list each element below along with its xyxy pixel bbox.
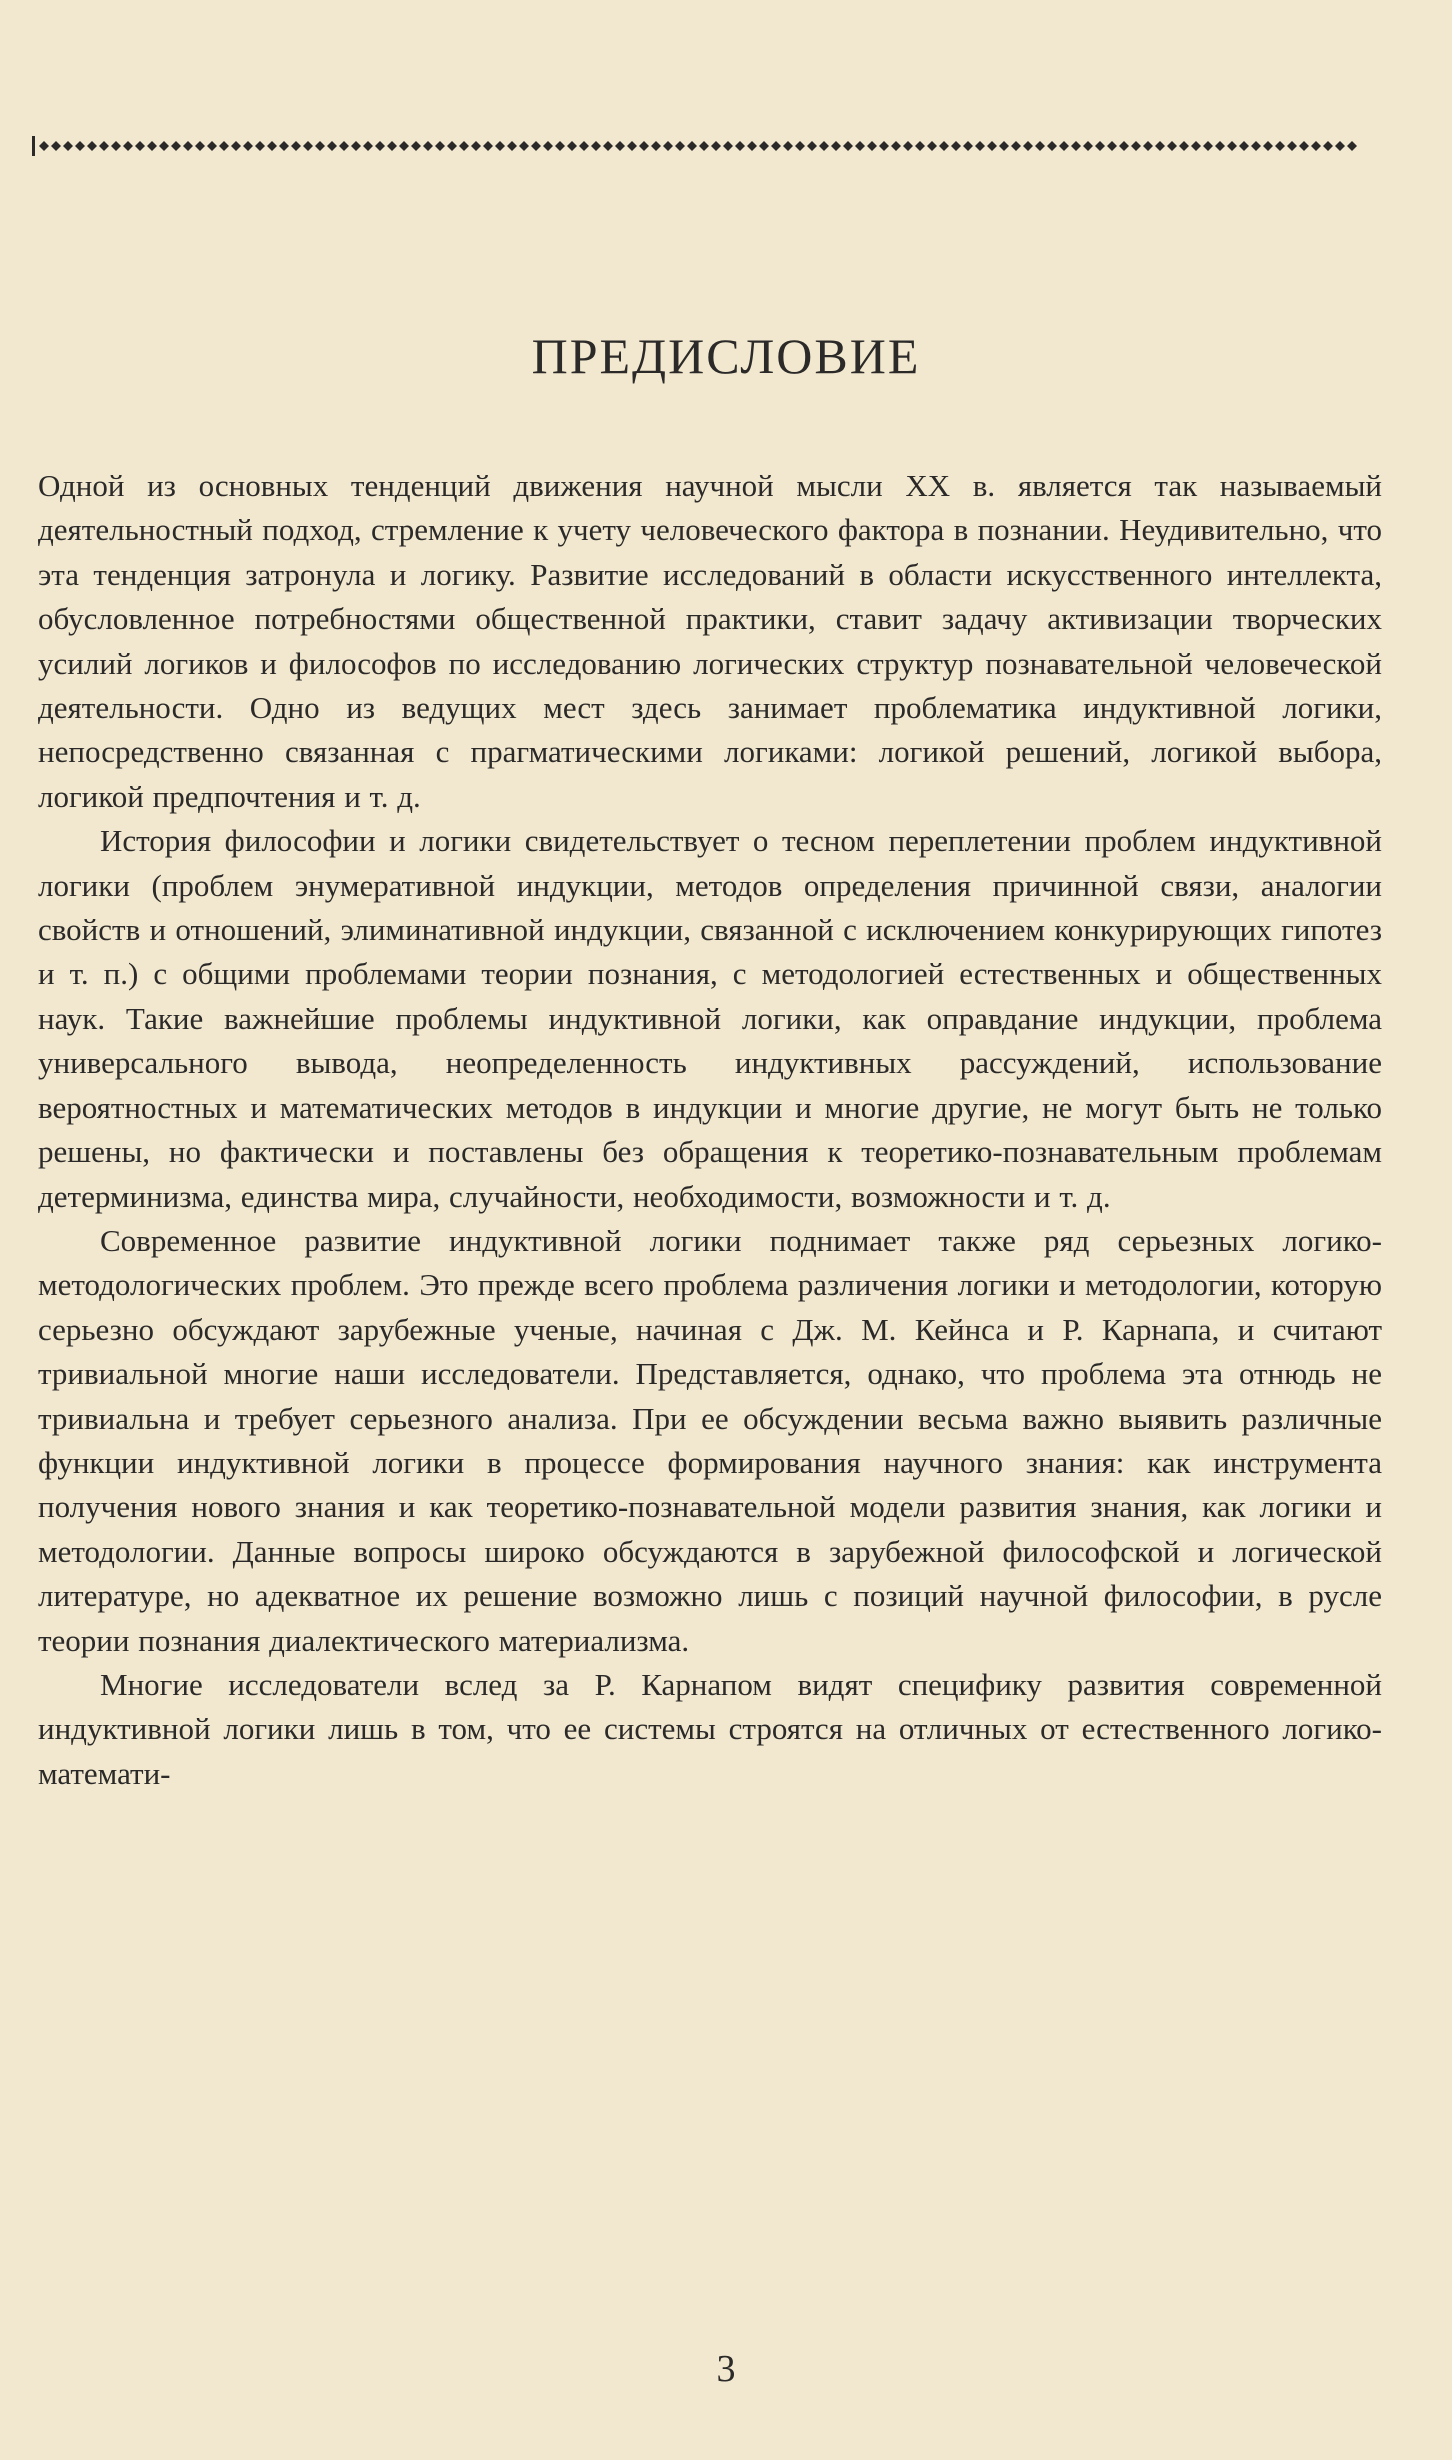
- ornament-diamond: [171, 141, 181, 151]
- ornament-diamond: [255, 141, 265, 151]
- ornament-diamond: [1131, 141, 1141, 151]
- ornament-diamond: [1287, 141, 1297, 151]
- ornament-diamond: [819, 141, 829, 151]
- ornament-diamond: [999, 141, 1009, 151]
- ornament-diamond: [147, 141, 157, 151]
- ornament-diamond: [531, 141, 541, 151]
- ornament-diamond: [579, 141, 589, 151]
- ornament-diamond: [399, 141, 409, 151]
- ornament-diamond: [1323, 141, 1333, 151]
- ornament-diamond: [327, 141, 337, 151]
- ornament-diamond: [711, 141, 721, 151]
- ornament-diamond: [675, 141, 685, 151]
- ornament-diamond: [603, 141, 613, 151]
- ornament-diamond: [1167, 141, 1177, 151]
- ornament-diamond: [843, 141, 853, 151]
- ornament-diamond: [447, 141, 457, 151]
- ornament-dots-icon: [32, 128, 1364, 164]
- ornament-diamond: [375, 141, 385, 151]
- ornament-diamond: [1059, 141, 1069, 151]
- ornament-diamond: [435, 141, 445, 151]
- ornament-diamond: [555, 141, 565, 151]
- ornament-diamond: [1299, 141, 1309, 151]
- ornament-diamond: [1071, 141, 1081, 151]
- ornament-diamond: [363, 141, 373, 151]
- ornament-diamond: [903, 141, 913, 151]
- page-number: 3: [716, 2348, 736, 2390]
- chapter-title: ПРЕДИСЛОВИЕ: [531, 328, 921, 384]
- ornament-diamond: [627, 141, 637, 151]
- ornament-diamond: [687, 141, 697, 151]
- ornament-diamond: [303, 141, 313, 151]
- ornament-diamond: [207, 141, 217, 151]
- paragraph-1: Одной из основных тенденций движения научной мысли XX в. является так называемый деятельностный подход, стремление к учету человеческого фактора в познании. Неудивительно, что эта тенденция затронула и логику. Развитие исследований в области искусственного интеллекта, обусловленное потребностями общественной практики, ставит задачу активизации творческих усилий логиков и философов по исследованию логических структур познавательной человеческой деятельности. Одно из ведущих мест здесь занимает проблематика индуктивной логики, непосредственно связанная с прагматическими логиками: логикой решений, логикой выбора, логикой предпочтения и т. д.: [38, 468, 1382, 814]
- ornament-diamond: [1215, 141, 1225, 151]
- ornament-diamond: [867, 141, 877, 151]
- ornament-diamond: [975, 141, 985, 151]
- ornament-diamond: [1095, 141, 1105, 151]
- ornament-diamond: [1191, 141, 1201, 151]
- ornament-diamond: [1227, 141, 1237, 151]
- ornament-diamond: [507, 141, 517, 151]
- ornament-diamond: [567, 141, 577, 151]
- ornament-diamond: [723, 141, 733, 151]
- ornament-diamond: [519, 141, 529, 151]
- ornament-diamond: [759, 141, 769, 151]
- ornament-diamond: [783, 141, 793, 151]
- ornament-diamond: [807, 141, 817, 151]
- ornament-diamond: [1119, 141, 1129, 151]
- ornament-diamond: [1143, 141, 1153, 151]
- decorative-border-rule: [32, 128, 1364, 164]
- ornament-diamond: [39, 141, 49, 151]
- ornament-diamond: [51, 141, 61, 151]
- ornament-diamond: [231, 141, 241, 151]
- ornament-diamond: [459, 141, 469, 151]
- ornament-diamond: [195, 141, 205, 151]
- ornament-diamond: [771, 141, 781, 151]
- ornament-diamond: [315, 141, 325, 151]
- ornament-diamond: [1155, 141, 1165, 151]
- ornament-diamond: [243, 141, 253, 151]
- ornament-diamond: [1311, 141, 1321, 151]
- paragraph-4: Многие исследователи вслед за Р. Карнапом видят специфику развития современной индуктивной логики лишь в том, что ее системы строятся на отличных от естественного логико-математи-: [38, 1666, 1382, 1791]
- ornament-diamond: [183, 141, 193, 151]
- ornament-diamond: [651, 141, 661, 151]
- ornament-diamond: [1047, 141, 1057, 151]
- paragraph-2: История философии и логики свидетельствует о тесном переплетении проблем индуктивной логики (проблем энумеративной индукции, методов определения причинной связи, аналогии свойств и отношений, элиминативной индукции, связанной с исключением конкурирующих гипотез и т. п.) с общими проблемами теории познания, с методологией естественных и общественных наук. Такие важнейшие проблемы индуктивной логики, как оправдание индукции, проблема универсального вывода, неопределенность индуктивных рассуждений, использование вероятностных и математических методов в индукции и многие другие, не могут быть не только решены, но фактически и поставлены без обращения к теоретико-познавательным проблемам детерминизма, единства мира, случайности, необходимости, возможности и т. д.: [38, 823, 1382, 1214]
- ornament-diamond: [423, 141, 433, 151]
- ornament-diamond: [1239, 141, 1249, 151]
- ornament-diamond: [987, 141, 997, 151]
- ornament-diamond: [1203, 141, 1213, 151]
- ornament-diamond: [411, 141, 421, 151]
- ornament-diamond: [387, 141, 397, 151]
- ornament-diamond: [699, 141, 709, 151]
- ornament-diamond: [891, 141, 901, 151]
- ornament-diamond: [615, 141, 625, 151]
- body-text: [38, 464, 1382, 1796]
- ornament-diamond: [915, 141, 925, 151]
- ornament-diamond: [831, 141, 841, 151]
- ornament-diamond: [267, 141, 277, 151]
- ornament-diamond: [639, 141, 649, 151]
- ornament-diamond: [1011, 141, 1021, 151]
- ornament-diamond: [1251, 141, 1261, 151]
- ornament-diamond: [951, 141, 961, 151]
- ornament-diamond: [123, 141, 133, 151]
- ornament-diamond: [339, 141, 349, 151]
- ornament-diamond: [1347, 141, 1357, 151]
- ornament-diamond: [111, 141, 121, 151]
- ornament-bar: [32, 136, 35, 156]
- ornament-diamond: [879, 141, 889, 151]
- ornament-diamond: [471, 141, 481, 151]
- ornament-diamond: [1083, 141, 1093, 151]
- ornament-diamond: [1023, 141, 1033, 151]
- ornament-diamond: [735, 141, 745, 151]
- ornament-diamond: [939, 141, 949, 151]
- ornament-diamond: [795, 141, 805, 151]
- paragraph-3: Современное развитие индуктивной логики поднимает также ряд серьезных логико-методологических проблем. Это прежде всего проблема различения логики и методологии, которую серьезно обсуждают зарубежные ученые, начиная с Дж. М. Кейнса и Р. Карнапа, и считают тривиальной многие наши исследователи. Представляется, однако, что проблема эта отнюдь не тривиальна и требует серьезного анализа. При ее обсуждении весьма важно выявить различные функции индуктивной логики в процессе формирования научного знания: как инструмента получения нового знания и как теоретико-познавательной модели развития знания, как логики и методологии. Данные вопросы широко обсуждаются в зарубежной философской и логической литературе, но адекватное их решение возможно лишь с позиций научной философии, в русле теории познания диалектического материализма.: [38, 1222, 1382, 1658]
- ornament-diamond: [99, 141, 109, 151]
- ornament-diamond: [1335, 141, 1345, 151]
- ornament-diamond: [963, 141, 973, 151]
- ornament-diamond: [1035, 141, 1045, 151]
- ornament-diamond: [855, 141, 865, 151]
- ornament-diamond: [927, 141, 937, 151]
- ornament-diamond: [87, 141, 97, 151]
- ornament-diamond: [747, 141, 757, 151]
- ornament-diamond: [495, 141, 505, 151]
- ornament-diamond: [279, 141, 289, 151]
- ornament-diamond: [63, 141, 73, 151]
- ornament-diamond: [663, 141, 673, 151]
- ornament-diamond: [351, 141, 361, 151]
- ornament-diamond: [1275, 141, 1285, 151]
- ornament-diamond: [159, 141, 169, 151]
- ornament-diamond: [1263, 141, 1273, 151]
- ornament-diamond: [1179, 141, 1189, 151]
- ornament-diamond: [75, 141, 85, 151]
- ornament-diamond: [543, 141, 553, 151]
- ornament-diamond: [291, 141, 301, 151]
- ornament-diamond: [591, 141, 601, 151]
- ornament-diamond: [483, 141, 493, 151]
- ornament-diamond: [1107, 141, 1117, 151]
- ornament-diamond: [135, 141, 145, 151]
- ornament-diamond: [219, 141, 229, 151]
